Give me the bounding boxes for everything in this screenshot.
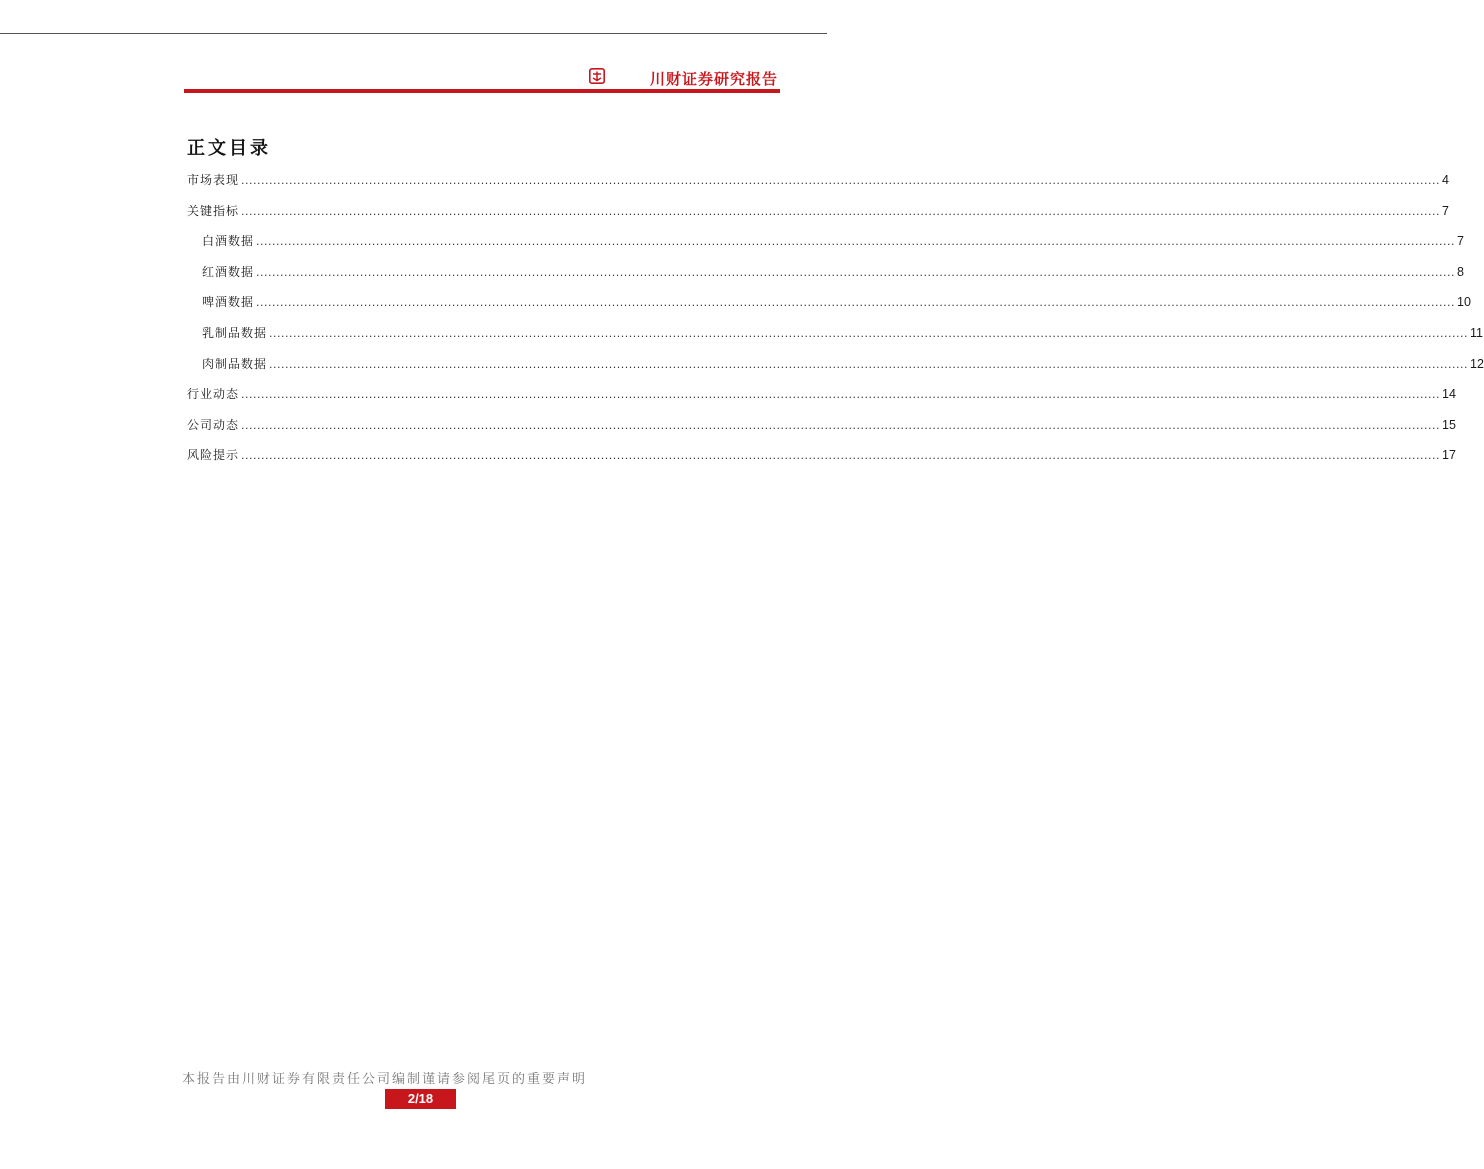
toc-entry-label: 公司动态 <box>187 417 240 432</box>
toc-entry-label: 啤酒数据 <box>202 295 255 310</box>
toc-leader: ............................................................................................................................................................................................................................................................................................................ <box>269 357 1468 371</box>
toc-entry[interactable] <box>187 324 1483 355</box>
toc-entry-page: 11 <box>1470 325 1483 340</box>
toc-leader: ............................................................................................................................................................................................................................................................................................................ <box>241 449 1440 463</box>
top-rule <box>0 33 827 34</box>
brand-name: 川财证券研究报告 <box>649 70 778 88</box>
toc-leader: ............................................................................................................................................................................................................................................................................................................ <box>256 235 1455 249</box>
toc-leader: ............................................................................................................................................................................................................................................................................................................ <box>256 296 1455 310</box>
toc-entry-page: 4 <box>1442 173 1449 187</box>
toc-entry[interactable] <box>187 355 1484 386</box>
toc-entry-label: 市场表现 <box>187 173 240 187</box>
toc-entry[interactable] <box>187 171 1449 202</box>
toc-entry-label: 行业动态 <box>187 387 240 402</box>
toc-leader: ............................................................................................................................................................................................................................................................................................................ <box>256 265 1455 279</box>
toc-leader: ............................................................................................................................................................................................................................................................................................................ <box>241 418 1440 432</box>
toc-entry-page: 7 <box>1442 203 1449 218</box>
toc-entry-label: 关键指标 <box>187 203 240 218</box>
toc-entry[interactable] <box>187 202 1449 233</box>
toc-entry-page: 12 <box>1470 356 1484 371</box>
header-rule <box>184 89 780 93</box>
toc-entry-page: 15 <box>1442 417 1456 432</box>
disclaimer-text: 本报告由川财证券有限责任公司编制谨请参阅尾页的重要声明 <box>181 1072 587 1087</box>
chuancai-logo-icon <box>589 68 605 84</box>
toc-entry[interactable] <box>187 293 1471 324</box>
toc-leader: ............................................................................................................................................................................................................................................................................................................ <box>241 204 1440 218</box>
toc-entry-page: 7 <box>1457 234 1464 249</box>
toc-entry-page: 17 <box>1442 448 1456 463</box>
toc-leader: ............................................................................................................................................................................................................................................................................................................ <box>241 388 1440 402</box>
toc-entry[interactable] <box>187 263 1464 294</box>
toc-entry[interactable] <box>187 232 1464 263</box>
toc-leader: ............................................................................................................................................................................................................................................................................................................ <box>241 174 1440 187</box>
report-header <box>184 64 780 94</box>
toc-entry-label: 红酒数据 <box>202 264 255 279</box>
toc-entry[interactable] <box>187 416 1456 447</box>
table-of-contents <box>187 171 1484 477</box>
toc-entry-label: 肉制品数据 <box>202 356 268 371</box>
toc-entry-page: 10 <box>1457 295 1471 310</box>
toc-entry-page: 8 <box>1457 264 1464 279</box>
toc-entry-page: 14 <box>1442 387 1456 402</box>
toc-entry-label: 风险提示 <box>187 448 240 463</box>
toc-entry[interactable] <box>187 446 1456 477</box>
toc-entry[interactable] <box>187 385 1456 416</box>
toc-entry-label: 乳制品数据 <box>202 325 268 340</box>
toc-entry-label: 白酒数据 <box>202 234 255 249</box>
page-number-badge: 2/18 <box>385 1089 456 1109</box>
toc-leader: ............................................................................................................................................................................................................................................................................................................ <box>269 326 1468 340</box>
disclaimer-note <box>0 1068 827 1087</box>
toc-title: 正文目录 <box>187 138 271 159</box>
